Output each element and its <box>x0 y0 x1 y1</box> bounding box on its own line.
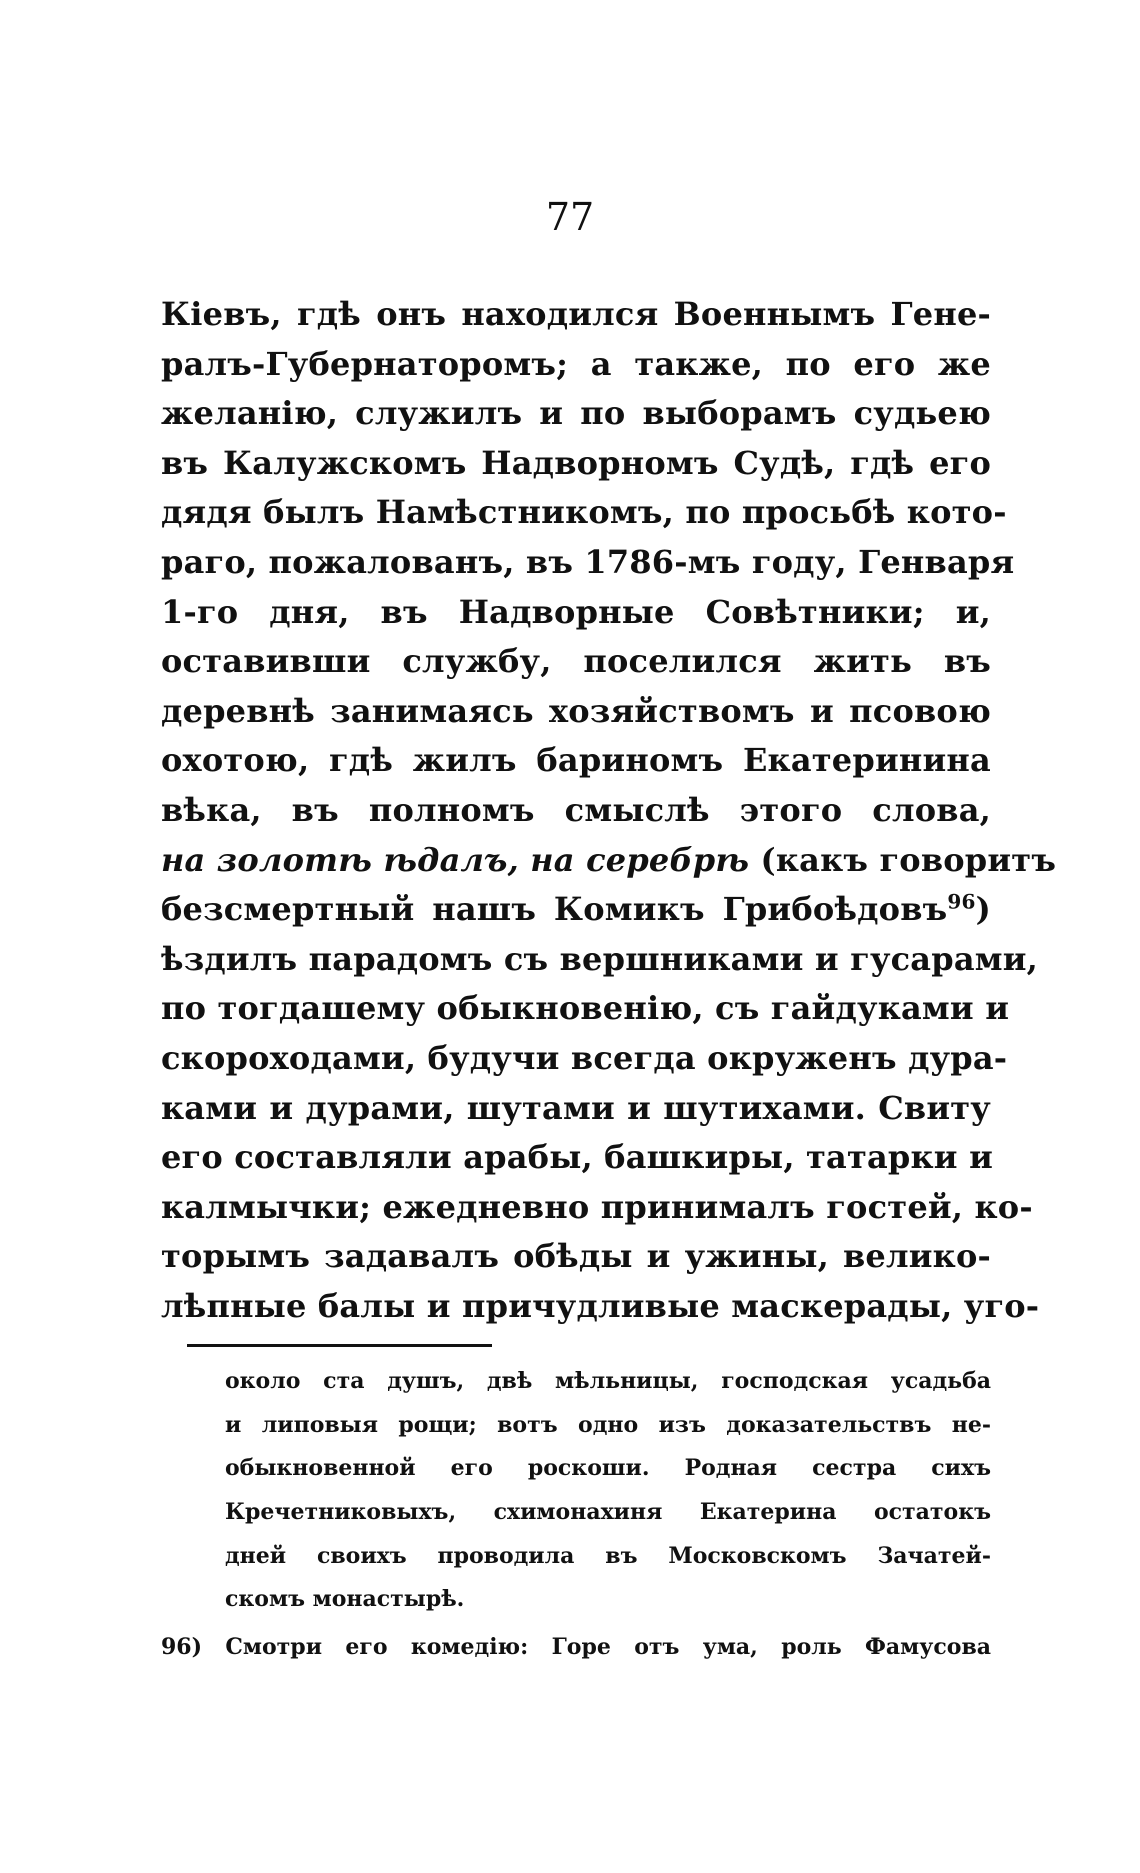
text-line: лѣпные балы и причудливые маскерады, уго- <box>161 1286 1040 1325</box>
text-line: калмычки; ежедневно принималъ гостей, ко- <box>161 1187 1033 1226</box>
text-line: деревнѣ занимаясь хозяйствомъ и псовою <box>161 691 991 730</box>
text-line: скороходами, будучи всегда окруженъ дура- <box>161 1038 1008 1077</box>
line-text: безсмертный нашъ Комикъ Грибоѣдовъ <box>161 890 948 929</box>
text-line: желанію, служилъ и по выборамъ судьею <box>161 394 991 433</box>
text-line: ралъ-Губернаторомъ; а также, по его же <box>161 344 991 383</box>
footnote-line: дней своихъ проводила въ Московскомъ Зачатей- <box>225 1542 991 1569</box>
quote-continuation: (какъ говоритъ <box>749 840 1057 879</box>
footnote-96: 96) Смотри его комедію: Горе отъ ума, роль Фамусова <box>161 1634 991 1661</box>
text-line: ѣздилъ парадомъ съ вершниками и гусарами, <box>161 939 1039 978</box>
body-text <box>161 290 1057 1331</box>
text-line: Кіевъ, гдѣ онъ находился Военнымъ Гене- <box>161 295 991 333</box>
text-line: его составляли арабы, башкиры, татарки и <box>161 1138 994 1177</box>
footnote-line: Кречетниковыхъ, схимонахиня Екатерина остатокъ <box>225 1499 991 1526</box>
footnotes <box>161 1360 991 1670</box>
closing-paren: ) <box>975 890 991 929</box>
footnote-reference: 96 <box>947 889 976 914</box>
text-line: ками и дурами, шутами и шутихами. Свиту <box>161 1088 991 1127</box>
text-line: оставивши службу, поселился жить въ <box>161 642 991 681</box>
footnote-line: скомъ монастырѣ. <box>225 1586 465 1613</box>
text-line: дядя былъ Намѣстникомъ, по просьбѣ кото- <box>161 493 1007 532</box>
text-line: раго, пожалованъ, въ 1786-мъ году, Генваря <box>161 542 1015 581</box>
footnote-line: около ста душъ, двѣ мѣльницы, господская усадьба <box>225 1368 991 1394</box>
text-line: охотою, гдѣ жилъ бариномъ Екатеринина <box>161 741 991 780</box>
footnote-separator-rule <box>187 1344 492 1347</box>
italic-quote: на золотѣ ѣдалъ, на серебрѣ <box>161 840 750 879</box>
text-line: въ Калужскомъ Надворномъ Судѣ, гдѣ его <box>161 443 991 482</box>
page-number: 77 <box>545 195 595 239</box>
footnote-line: обыкновенной его роскоши. Родная сестра сихъ <box>225 1455 991 1482</box>
footnote-line: и липовыя рощи; вотъ одно изъ доказательствъ не- <box>225 1411 991 1438</box>
text-line-footnote-ref <box>161 885 991 935</box>
text-line: торымъ задавалъ обѣды и ужины, велико- <box>161 1237 991 1276</box>
text-line: вѣка, въ полномъ смыслѣ этого слова, <box>161 790 991 829</box>
text-line: 1-го дня, въ Надворные Совѣтники; и, <box>161 592 991 631</box>
text-line-italic-quote <box>161 836 1057 886</box>
text-line: по тогдашему обыкновенію, съ гайдуками и <box>161 989 1010 1028</box>
